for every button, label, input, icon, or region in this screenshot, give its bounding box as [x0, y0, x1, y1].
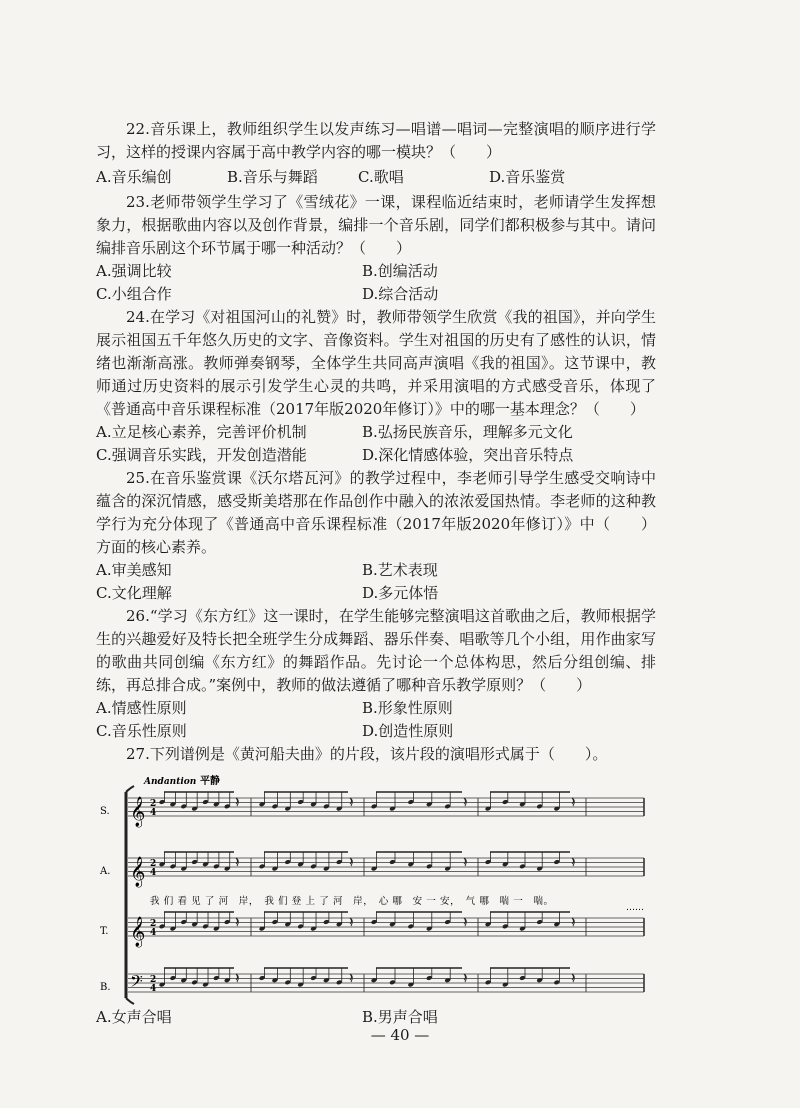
time-signature-bottom: 4	[150, 984, 157, 994]
tempo-marking: Andantion	[144, 777, 197, 787]
eighth-rest	[572, 858, 574, 866]
question-text: 23.老师带领学生学习了《雪绒花》一课，课程临近结束时，老师请学生发挥想象力，根据歌曲内容以及创作背景，编排一个音乐剧，同学们都积极参与其中。请问编排音乐剧这个环节属于哪一种活动？（ ）	[96, 193, 656, 257]
question-25	[96, 467, 656, 605]
note-group	[159, 852, 575, 871]
option-d: D.音乐鉴赏	[489, 168, 566, 186]
option-b: B.创编活动	[362, 262, 438, 280]
part-label-soprano: S.	[100, 806, 110, 817]
eighth-rest	[464, 798, 466, 806]
eighth-rest	[572, 798, 574, 806]
option-d: D.多元体悟	[362, 584, 439, 602]
option-d: D.综合活动	[362, 285, 439, 303]
bracket-top	[126, 786, 134, 792]
eighth-rest	[464, 858, 466, 866]
page-number: — 40 —	[370, 1026, 430, 1044]
question-text: 25.在音乐鉴赏课《沃尔塔瓦河》的教学过程中，李老师引导学生感受交响诗中蕴含的深沉情感，感受斯美塔那在作品创作中融入的浓浓爱国热情。李老师的这种教学行为充分体现了《普通高中音乐课程标准（2017年版2020年修订）》中（ ）方面的核心素养。	[96, 469, 656, 556]
staff-3	[128, 916, 644, 948]
treble-clef: 𝄞	[130, 857, 146, 887]
question-27	[96, 743, 656, 1029]
part-label-bass: B.	[100, 982, 111, 993]
lyrics-line	[150, 895, 644, 913]
bracket-bottom	[126, 998, 134, 1004]
option-c: C.文化理解	[96, 584, 172, 602]
eighth-rest	[572, 974, 574, 982]
time-signature-bottom: 4	[150, 868, 157, 878]
eighth-rest	[350, 798, 352, 806]
eighth-rest	[350, 974, 352, 982]
question-24	[96, 306, 656, 467]
bass-clef: 𝄢	[130, 971, 143, 995]
option-a: A.情感性原则	[96, 699, 187, 717]
eighth-rest	[350, 918, 352, 926]
option-b: B.音乐与舞蹈	[227, 168, 318, 186]
option-list	[96, 260, 656, 306]
eighth-rest	[236, 974, 238, 982]
question-22	[96, 118, 656, 189]
question-26	[96, 605, 656, 743]
eighth-rest	[236, 858, 238, 866]
question-list	[96, 118, 656, 1029]
option-d: D.创造性原则	[362, 722, 454, 740]
eighth-rest	[464, 974, 466, 982]
music-score	[96, 770, 656, 1006]
part-label-tenor: T.	[100, 926, 109, 937]
question-23	[96, 191, 656, 306]
option-b: B.形象性原则	[362, 699, 453, 717]
question-text: 26.“学习《东方红》这一课时，在学生能够完整演唱这首歌曲之后，教师根据学生的兴趣爱好及特长把全班学生分成舞蹈、器乐伴奏、唱歌等几个小组，用作曲家写的歌曲共同创编《东方红》的舞蹈作品。先讨论一个总体构思，然后分组创编、排练，再总排合成。”案例中，教师的做法遵循了哪种音乐教学原则？（ ）	[96, 607, 656, 694]
option-b: B.弘扬民族音乐，理解多元文化	[362, 423, 573, 441]
eighth-rest	[572, 918, 574, 926]
option-c: C.小组合作	[96, 285, 172, 303]
time-signature-top: 2	[150, 975, 157, 985]
time-signature-bottom: 4	[150, 808, 157, 818]
question-text: 24.在学习《对祖国河山的礼赞》时，教师带领学生欣赏《我的祖国》，并向学生展示祖国五千年悠久历史的文字、音像资料。学生对祖国的历史有了感性的认识，情绪也渐渐高涨。教师弹奏钢琴，全体学生共同高声演唱《我的祖国》。这节课中，教师通过历史资料的展示引发学生心灵的共鸣，并采用演唱的方式感受音乐，体现了《普通高中音乐课程标准（2017年版2020年修订）》中的哪一基本理念？（ ）	[96, 308, 656, 418]
question-text: 27.下列谱例是《黄河船夫曲》的片段，该片段的演唱形式属于（ ）。	[126, 745, 608, 763]
option-a: A.强调比较	[96, 262, 172, 280]
option-a: A.立足核心素养，完善评价机制	[96, 423, 307, 441]
option-c: C.强调音乐实践，开发创造潜能	[96, 446, 307, 464]
option-c: C.歌唱	[358, 168, 404, 186]
note-group	[159, 912, 575, 931]
eighth-rest	[350, 858, 352, 866]
lyrics-text: 我 们 看 见 了 河 岸， 我 们 登 上 了 河 岸， 心 哪 安 一 安， 气 哪 喘 一 喘。	[150, 896, 554, 907]
question-text: 22.音乐课上，教师组织学生以发声练习—唱谱—唱词—完整演唱的顺序进行学习，这样的授课内容属于高中教学内容的哪一模块？（ ）	[96, 120, 656, 161]
time-signature-top: 2	[150, 919, 157, 929]
option-c: C.音乐性原则	[96, 722, 187, 740]
notes	[159, 792, 575, 987]
eighth-rest	[236, 798, 238, 806]
time-signature-top: 2	[150, 799, 157, 809]
staff-2	[128, 856, 644, 888]
option-b: B.男声合唱	[362, 1008, 438, 1026]
option-list	[96, 166, 656, 189]
option-b: B.艺术表现	[362, 561, 438, 579]
note-group	[159, 792, 575, 811]
part-label-alto: A.	[100, 866, 111, 877]
eighth-rest	[464, 918, 466, 926]
time-signature-bottom: 4	[150, 928, 157, 938]
time-signature-top: 2	[150, 859, 157, 869]
lyrics-ellipsis: ……	[626, 903, 644, 913]
option-a: A.审美感知	[96, 561, 172, 579]
option-a: A.女声合唱	[96, 1008, 172, 1026]
tempo-marking-cn: 平静	[200, 776, 220, 787]
score-svg	[96, 770, 656, 1006]
option-list	[96, 421, 656, 467]
option-a: A.音乐编创	[96, 168, 172, 186]
eighth-rest	[236, 918, 238, 926]
treble-clef: 𝄞	[130, 797, 146, 827]
option-list	[96, 697, 656, 743]
note-group	[159, 968, 575, 987]
treble-clef: 𝄞	[130, 917, 146, 947]
option-list	[96, 559, 656, 605]
option-d: D.深化情感体验，突出音乐特点	[362, 446, 574, 464]
